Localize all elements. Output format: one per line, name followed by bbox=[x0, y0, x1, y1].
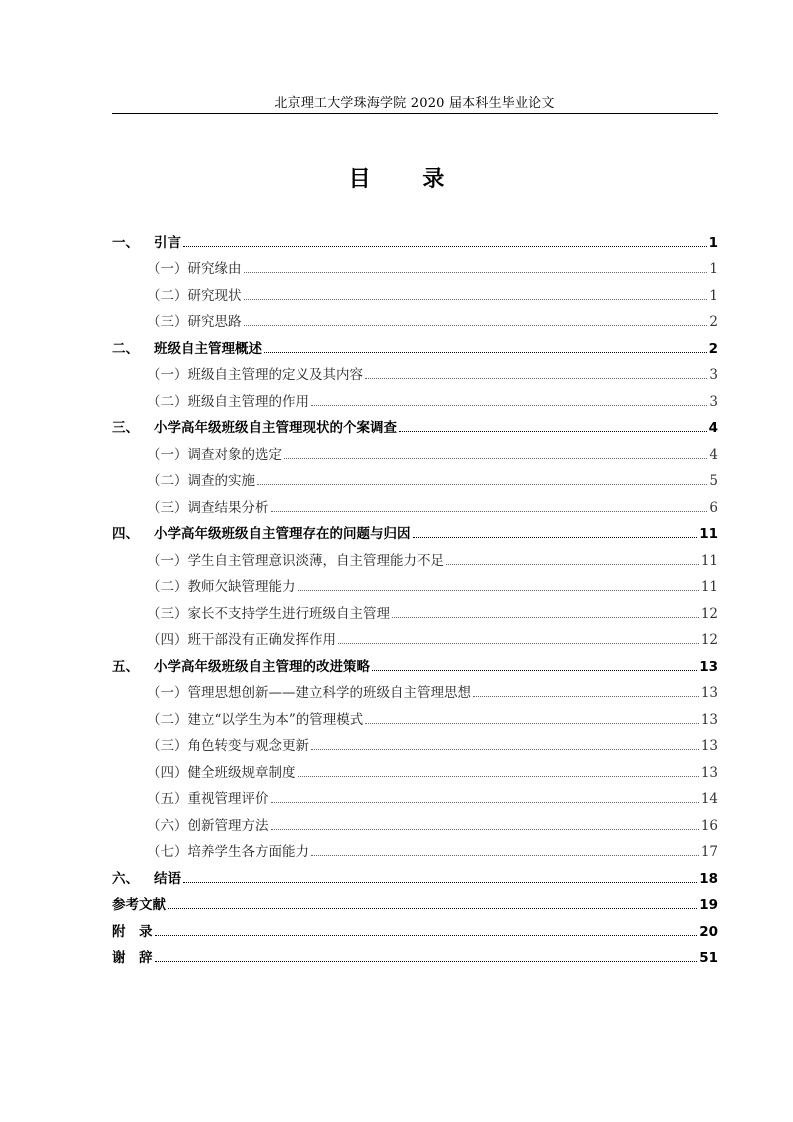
toc-dot-leader bbox=[271, 802, 699, 803]
toc-entry-label: （三）调查结果分析 bbox=[147, 499, 269, 516]
toc-entry-label: （四）健全班级规章制度 bbox=[147, 764, 296, 781]
toc-page-number: 16 bbox=[700, 817, 718, 834]
toc-dot-leader bbox=[183, 246, 707, 247]
toc-title: 目 录 bbox=[348, 167, 467, 192]
toc-entry-label: （二）教师欠缺管理能力 bbox=[147, 579, 296, 595]
toc-page-number: 11 bbox=[699, 526, 718, 542]
toc-chapter-entry[interactable] bbox=[112, 860, 718, 887]
toc-chapter-entry[interactable] bbox=[112, 516, 718, 543]
toc-dot-leader bbox=[257, 484, 707, 485]
toc-entry-label: （一）研究缘由 bbox=[147, 261, 242, 277]
toc-dot-leader bbox=[271, 829, 699, 830]
toc-page-number: 51 bbox=[699, 950, 718, 966]
toc-page-number: 5 bbox=[709, 473, 718, 489]
toc-page-number: 13 bbox=[700, 764, 718, 781]
toc-section-entry[interactable] bbox=[112, 675, 718, 702]
toc-entry-label: （二）建立“以学生为本”的管理模式 bbox=[147, 711, 364, 728]
toc-dot-leader bbox=[473, 696, 699, 697]
toc-dot-leader bbox=[338, 643, 699, 644]
toc-entry-label: 谢 辞 bbox=[112, 950, 153, 966]
toc-dot-leader bbox=[298, 776, 699, 777]
toc-entry-label: （二）调查的实施 bbox=[147, 473, 255, 489]
toc-dot-leader bbox=[372, 670, 697, 671]
toc-entry-number: 六、 bbox=[112, 870, 139, 887]
toc-dot-leader bbox=[311, 749, 699, 750]
toc-dot-leader bbox=[365, 378, 707, 379]
toc-entry-label: 班级自主管理概述 bbox=[154, 340, 262, 357]
toc-dot-leader bbox=[311, 855, 699, 856]
toc-section-entry[interactable] bbox=[112, 463, 718, 490]
toc-section-entry[interactable] bbox=[112, 595, 718, 622]
toc-section-entry[interactable] bbox=[112, 489, 718, 516]
toc-entry-label: （五）重视管理评价 bbox=[147, 791, 269, 807]
toc-dot-leader bbox=[365, 723, 699, 724]
toc-page-number: 1 bbox=[709, 287, 718, 304]
toc-section-entry[interactable] bbox=[112, 304, 718, 331]
toc-section-entry[interactable] bbox=[112, 569, 718, 596]
toc-entry-number: 二、 bbox=[112, 340, 139, 357]
toc-entry-label: 引言 bbox=[154, 234, 181, 251]
toc-page-number: 13 bbox=[700, 738, 718, 754]
toc-entry-number: 三、 bbox=[112, 420, 139, 436]
toc-page-number: 1 bbox=[708, 234, 718, 251]
toc-chapter-entry[interactable] bbox=[112, 330, 718, 357]
toc-entry-label: （七）培养学生各方面能力 bbox=[147, 844, 309, 860]
toc-dot-leader bbox=[413, 537, 698, 538]
toc-entry-label: （六）创新管理方法 bbox=[147, 817, 269, 834]
toc-entry-number: 四、 bbox=[112, 526, 139, 542]
toc-chapter-entry[interactable] bbox=[112, 887, 718, 914]
toc-entry-label: （三）角色转变与观念更新 bbox=[147, 738, 309, 754]
toc-dot-leader bbox=[284, 458, 707, 459]
toc-entry-label: 小学高年级班级自主管理现状的个案调查 bbox=[154, 420, 397, 436]
toc-dot-leader bbox=[399, 431, 707, 432]
toc-page-number: 4 bbox=[708, 420, 718, 436]
toc-page-number: 3 bbox=[709, 393, 718, 410]
toc-section-entry[interactable] bbox=[112, 622, 718, 649]
toc-page-number: 13 bbox=[700, 685, 718, 701]
toc-chapter-entry[interactable] bbox=[112, 224, 718, 251]
toc-chapter-entry[interactable] bbox=[112, 410, 718, 437]
toc-entry-label: （三）家长不支持学生进行班级自主管理 bbox=[147, 605, 390, 622]
toc-page-number: 13 bbox=[699, 658, 718, 675]
toc-entry-label: （一）学生自主管理意识淡薄，自主管理能力不足 bbox=[147, 552, 444, 569]
toc-page-number: 2 bbox=[708, 340, 718, 357]
toc-page-number: 13 bbox=[700, 711, 718, 728]
table-of-contents bbox=[112, 224, 718, 966]
toc-entry-label: 结语 bbox=[154, 870, 181, 887]
toc-entry-label: 附 录 bbox=[112, 923, 153, 940]
toc-section-entry[interactable] bbox=[112, 542, 718, 569]
toc-dot-leader bbox=[168, 908, 697, 909]
header-divider bbox=[112, 113, 718, 114]
toc-dot-leader bbox=[446, 564, 699, 565]
toc-dot-leader bbox=[271, 511, 708, 512]
page-header: 北京理工大学珠海学院 2020 届本科生毕业论文 bbox=[274, 96, 555, 111]
toc-dot-leader bbox=[244, 272, 708, 273]
toc-entry-label: （三）研究思路 bbox=[147, 314, 242, 330]
toc-page-number: 12 bbox=[700, 632, 718, 648]
toc-page-number: 12 bbox=[700, 605, 718, 622]
toc-entry-number: 五、 bbox=[112, 658, 139, 675]
toc-dot-leader bbox=[311, 405, 707, 406]
toc-section-entry[interactable] bbox=[112, 701, 718, 728]
toc-dot-leader bbox=[183, 882, 697, 883]
toc-dot-leader bbox=[298, 590, 699, 591]
toc-entry-label: （二）研究现状 bbox=[147, 287, 242, 304]
toc-section-entry[interactable] bbox=[112, 251, 718, 278]
toc-section-entry[interactable] bbox=[112, 754, 718, 781]
toc-page-number: 11 bbox=[700, 552, 718, 569]
toc-section-entry[interactable] bbox=[112, 383, 718, 410]
toc-section-entry[interactable] bbox=[112, 834, 718, 861]
toc-page-number: 1 bbox=[709, 261, 718, 277]
toc-section-entry[interactable] bbox=[112, 277, 718, 304]
toc-entry-label: （二）班级自主管理的作用 bbox=[147, 393, 309, 410]
toc-chapter-entry[interactable] bbox=[112, 648, 718, 675]
toc-section-entry[interactable] bbox=[112, 781, 718, 808]
toc-page-number: 14 bbox=[700, 791, 718, 807]
toc-page-number: 20 bbox=[699, 923, 718, 940]
toc-entry-label: 小学高年级班级自主管理存在的问题与归因 bbox=[154, 526, 411, 542]
toc-entry-label: 参考文献 bbox=[112, 897, 166, 913]
toc-section-entry[interactable] bbox=[112, 436, 718, 463]
toc-entry-label: （一）班级自主管理的定义及其内容 bbox=[147, 367, 363, 383]
toc-dot-leader bbox=[155, 935, 698, 936]
toc-entry-label: （四）班干部没有正确发挥作用 bbox=[147, 632, 336, 648]
toc-section-entry[interactable] bbox=[112, 357, 718, 384]
toc-dot-leader bbox=[155, 961, 698, 962]
toc-page-number: 11 bbox=[700, 579, 718, 595]
toc-entry-label: 小学高年级班级自主管理的改进策略 bbox=[154, 658, 370, 675]
toc-chapter-entry[interactable] bbox=[112, 940, 718, 967]
toc-page-number: 2 bbox=[709, 314, 718, 330]
toc-dot-leader bbox=[244, 325, 708, 326]
toc-page-number: 3 bbox=[709, 367, 718, 383]
toc-page-number: 6 bbox=[709, 499, 718, 516]
toc-entry-label: （一）调查对象的选定 bbox=[147, 446, 282, 463]
toc-entry-number: 一、 bbox=[112, 234, 139, 251]
toc-entry-label: （一）管理思想创新——建立科学的班级自主管理思想 bbox=[147, 685, 471, 701]
toc-section-entry[interactable] bbox=[112, 807, 718, 834]
toc-dot-leader bbox=[392, 617, 699, 618]
toc-page-number: 4 bbox=[709, 446, 718, 463]
toc-dot-leader bbox=[264, 352, 707, 353]
toc-page-number: 19 bbox=[699, 897, 718, 913]
toc-section-entry[interactable] bbox=[112, 728, 718, 755]
toc-dot-leader bbox=[244, 299, 708, 300]
toc-page-number: 17 bbox=[700, 844, 718, 860]
toc-chapter-entry[interactable] bbox=[112, 913, 718, 940]
toc-page-number: 18 bbox=[699, 870, 718, 887]
